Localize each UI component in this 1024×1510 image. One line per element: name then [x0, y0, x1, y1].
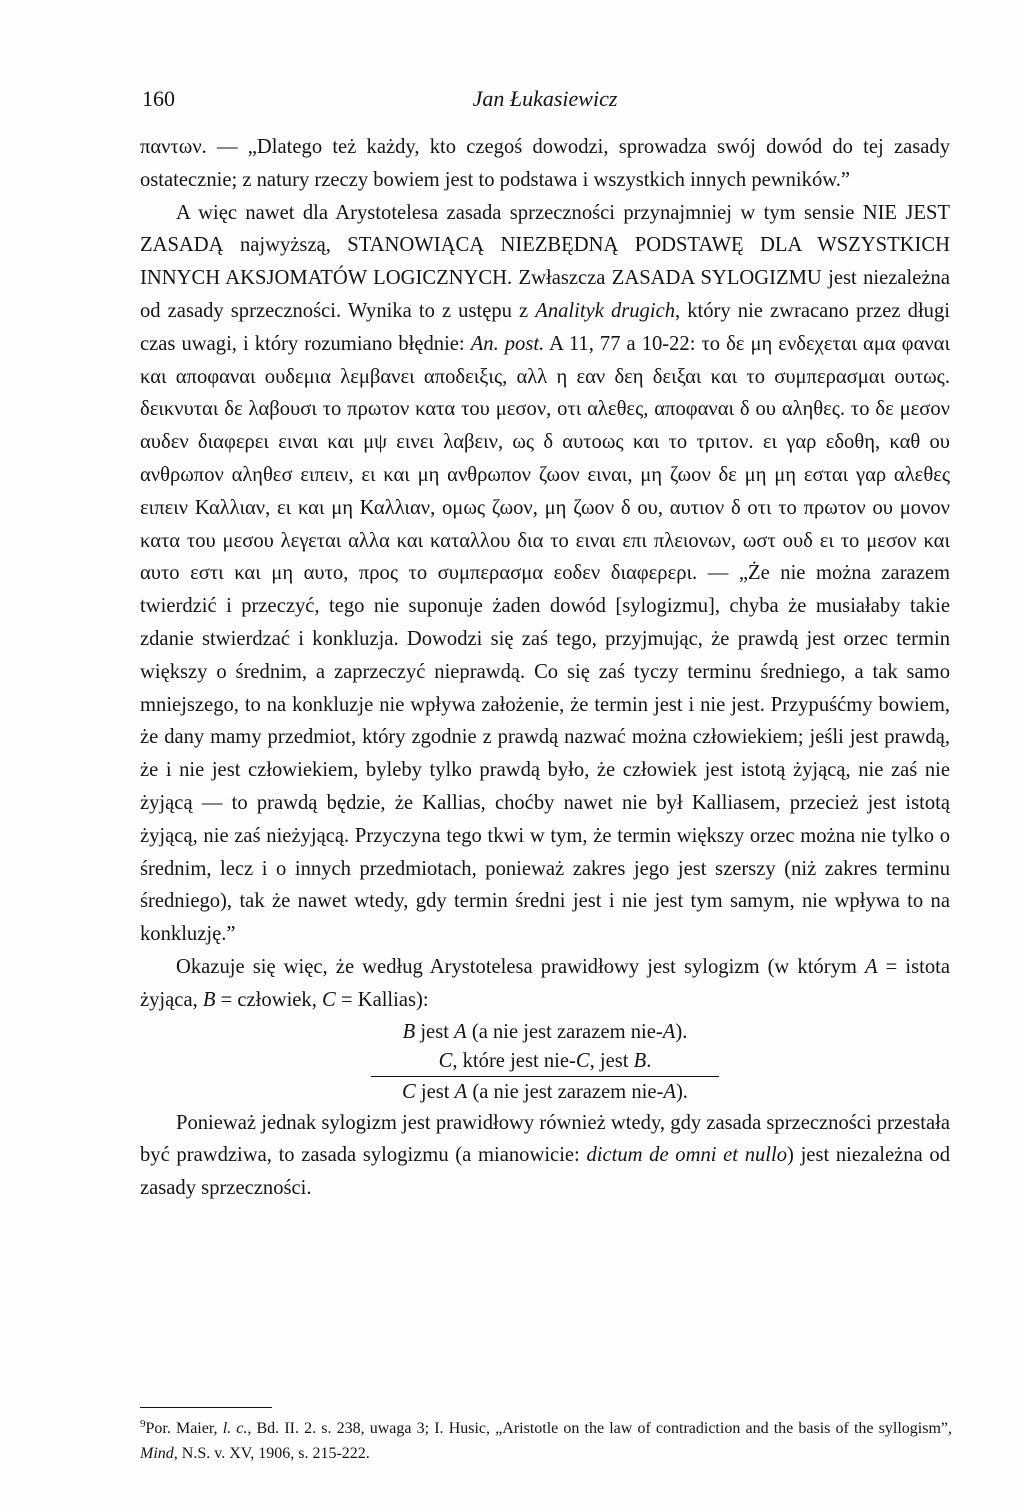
italic-abbrev: l. c. [222, 1420, 248, 1437]
italic-var: A [663, 1080, 676, 1103]
italic-var: A [662, 1020, 676, 1043]
syllogism [371, 1017, 719, 1107]
text-run: = istota żyjąca, [140, 955, 951, 1011]
text-run: , który nie zwracano przez długi czas uwagi, i który rozumiano błędnie: [140, 299, 950, 355]
paragraph-final [140, 1107, 950, 1205]
syllogism-minor-premise [371, 1047, 719, 1077]
footnote [140, 1412, 952, 1466]
italic-var: A [454, 1080, 468, 1103]
text-run: ) jest niezależna od zasady sprzeczności. [140, 1144, 951, 1200]
italic-title: Mind, [140, 1445, 178, 1462]
footnote-marker: 9 [140, 1418, 146, 1430]
text-run: jest [415, 1080, 455, 1103]
text-run: = człowiek, [215, 988, 323, 1011]
paragraph-quote-end: παντων. — „Dlatego też każdy, kto czegoś dowodzi, sprowadza swój dowód do tej zasady ostatecznie; z natury rzeczy bowiem jest to podstawa i wszystkich innych pewników.” [140, 136, 950, 191]
footnote-rule [140, 1407, 272, 1408]
syllogism-conclusion [371, 1077, 719, 1107]
text-run: Ponieważ jednak sylogizm jest prawidłowy również wtedy, gdy zasada sprzeczności przestała być prawdziwa, to zasada sylogizmu (a mianowicie: [140, 1111, 950, 1167]
text-run: . [646, 1049, 652, 1072]
italic-title: Analityk drugich [535, 299, 676, 322]
text-run: , Bd. II. 2. s. 238, uwaga 3; I. Husic, „Aristotle on the law of contradiction and the basis of the syllogism”, [247, 1420, 953, 1437]
italic-phrase: dictum de omni et nullo [586, 1144, 788, 1167]
text-run: = Kallias): [335, 988, 429, 1011]
italic-var: C [322, 988, 336, 1011]
italic-abbrev: An. post. [470, 332, 545, 355]
italic-var: B [202, 988, 216, 1011]
text-run: jest [415, 1020, 455, 1043]
running-head: Jan Łukasiewicz [472, 86, 618, 111]
paragraph-conclusion [140, 951, 950, 1017]
text-run: A 11, 77 a 10-22: το δε μη ενδεχεται αμα φαναι και αποφαναι ουδεμια λεμβανει αποδειξις, αλλ η εαν δεη δειξαι και το συμπερασμαι ουτως. δεικνυται δε λαβουσι το πρωτον κατα του μεσον, οτι αλεθες, αποφαναι δ ου αληθες. το δε μεσον αυδεν διαφερει ειναι και μψ εινει λαβειν, ως δ αυτοως και το τριτον. ει γαρ εδοθη, καθ ου ανθρωπον αληθεσ ειπειν, ει και μη ανθρωπον ζωον ειναι, μη ζωον δε μη μη εσται γαρ αλεθες ειπειν Καλλιαν, ει και μη Καλλιαν, ομως ζωον, μη ζωον δ ου, αυτιον δ οτι το πρωτον ου μονον κατα του μεσου λεγεται αλλα και καταλλου δια το ειναι επι πλειονων, ωστ ουδ ει το μεσον και αυτο εστι και μη αυτο, προς το συμπερασμα εοδεν διαφερερι. — „Że nie można zarazem twierdzić i przeczyć, tego nie suponuje żaden dowód [sylogizmu], chyba że musiałaby takie zdanie stwierdzać i konkluzja. Dowodzi się zaś tego, przyjmując, że prawdą jest orzec termin większy o średnim, a zaprzeczyć nieprawdą. Co się zaś tyczy terminu średniego, a tak samo mniejszego, to na konkluzje nie wpływa założenie, że termin jest i nie jest. Przypuśćmy bowiem, że dany mamy przedmiot, który zgodnie z prawdą nazwać można człowiekiem; jeśli jest prawdą, że i nie jest człowiekiem, byleby tylko prawdą było, że człowiek jest istotą żyjącą, nie zaś nie żyjącą — to prawdą będzie, że Kallias, choćby nawet nie był Kalliasem, przecież jest istotą żyjącą, nie zaś nieżyjącą. Przyczyna tego tkwi w tym, że termin większy orzec można nie tylko o średnim, lecz i o innych przedmiotach, ponieważ zakres jego jest szerszy (niż zakres terminu średniego), tak że nawet wtedy, gdy termin średni jest i nie jest tym samym, nie wpływa to na konkluzję.” [140, 332, 951, 946]
italic-var: B [633, 1049, 647, 1072]
italic-var: C [438, 1049, 453, 1072]
body-text [140, 131, 950, 1205]
italic-var: C [402, 1080, 416, 1103]
italic-var: C [575, 1049, 590, 1072]
text-run: , które jest nie- [452, 1049, 576, 1072]
text-run: ). [675, 1080, 688, 1103]
text-run: Okazuje się więc, że według Arystotelesa prawidłowy jest sylogizm (w którym [176, 955, 865, 978]
italic-var: A [454, 1020, 467, 1043]
text-run: (a nie jest zarazem nie- [467, 1080, 664, 1103]
text-run: , jest [589, 1049, 634, 1072]
page-header [140, 86, 950, 116]
text-run: ). [675, 1020, 688, 1043]
text-run: (a nie jest zarazem nie- [466, 1020, 663, 1043]
italic-var: B [402, 1020, 416, 1043]
text-run: N.S. v. XV, 1906, s. 215-222. [177, 1445, 370, 1462]
text-run: Por. Maier, [145, 1420, 223, 1437]
paragraph-main [140, 197, 950, 951]
text-run: A więc nawet dla Arystotelesa zasada sprzeczności przynajmniej w tym sensie NIE JEST ZASADĄ najwyższą, STANOWIĄCĄ NIEZBĘDNĄ PODSTAWĘ DLA WSZYSTKICH INNYCH AKSJOMATÓW LOGICZNYCH. Zwłaszcza ZASADA SYLOGIZMU jest niezależna od zasady sprzeczności. Wynika to z ustępu z [140, 201, 950, 322]
page-number: 160 [142, 86, 175, 111]
italic-var: A [864, 955, 878, 978]
syllogism-major-premise [371, 1017, 719, 1047]
